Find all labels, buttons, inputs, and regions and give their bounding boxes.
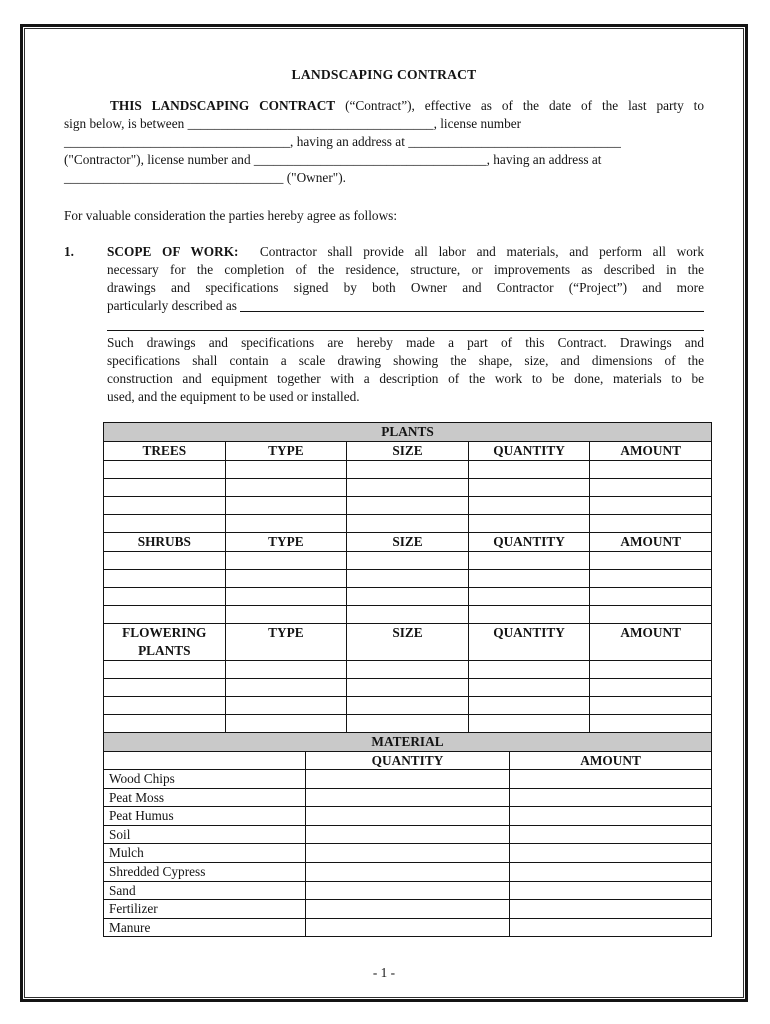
amount-cell xyxy=(510,900,712,919)
empty-cell xyxy=(225,552,347,570)
shrubs-header-row xyxy=(104,533,712,552)
scope-line: Such drawings and specifications are hereby made a part of this Contract. Drawings and xyxy=(107,335,704,350)
empty-cell xyxy=(104,715,226,733)
intro-bold-lead: THIS LANDSCAPING CONTRACT xyxy=(110,98,336,113)
quantity-cell xyxy=(305,918,509,937)
empty-row xyxy=(104,479,712,497)
material-row xyxy=(104,862,712,881)
column-header-quantity: QUANTITY xyxy=(468,533,590,552)
empty-cell xyxy=(347,588,469,606)
material-header-row xyxy=(104,752,712,770)
empty-cell xyxy=(104,697,226,715)
empty-cell xyxy=(104,497,226,515)
scope-line: necessary for the completion of the residence, structure, or improvements as described in the xyxy=(107,262,704,277)
intro-paragraph xyxy=(64,97,704,187)
material-label: Manure xyxy=(104,918,306,937)
empty-cell xyxy=(347,606,469,624)
column-header-amount: AMOUNT xyxy=(590,533,712,552)
empty-row xyxy=(104,497,712,515)
amount-cell xyxy=(510,881,712,900)
empty-row xyxy=(104,715,712,733)
empty-cell xyxy=(104,679,226,697)
quantity-cell xyxy=(305,788,509,807)
empty-cell xyxy=(225,479,347,497)
quantity-cell xyxy=(305,844,509,863)
material-row xyxy=(104,881,712,900)
empty-cell xyxy=(468,661,590,679)
column-header-amount: AMOUNT xyxy=(590,442,712,461)
scope-line: used, and the equipment to be used or installed. xyxy=(107,389,360,404)
column-header-type: TYPE xyxy=(225,624,347,661)
section-header-trees: TREES xyxy=(104,442,226,461)
scope-line: specifications shall contain a scale drawing showing the shape, size, and dimensions of the xyxy=(107,353,704,368)
column-header-size: SIZE xyxy=(347,624,469,661)
empty-row xyxy=(104,570,712,588)
material-row xyxy=(104,807,712,826)
material-label: Mulch xyxy=(104,844,306,863)
material-row xyxy=(104,844,712,863)
amount-cell xyxy=(510,770,712,789)
empty-cell xyxy=(590,661,712,679)
empty-cell xyxy=(468,461,590,479)
quantity-cell xyxy=(305,862,509,881)
intro-line: _________________________________ ("Owner"). xyxy=(64,170,346,185)
empty-cell xyxy=(225,515,347,533)
amount-cell xyxy=(510,788,712,807)
material-header-blank xyxy=(104,752,306,770)
column-header-quantity: QUANTITY xyxy=(468,442,590,461)
empty-cell xyxy=(104,570,226,588)
empty-cell xyxy=(225,679,347,697)
quantity-cell xyxy=(305,881,509,900)
empty-cell xyxy=(104,515,226,533)
material-label: Fertilizer xyxy=(104,900,306,919)
empty-cell xyxy=(225,697,347,715)
empty-cell xyxy=(225,588,347,606)
scope-line xyxy=(107,297,704,315)
empty-cell xyxy=(590,515,712,533)
scope-line-rest: Contractor shall provide all labor and materials, and perform all work xyxy=(238,244,704,259)
empty-cell xyxy=(590,715,712,733)
empty-cell xyxy=(468,606,590,624)
empty-row xyxy=(104,461,712,479)
empty-cell xyxy=(590,606,712,624)
empty-row xyxy=(104,697,712,715)
empty-cell xyxy=(468,497,590,515)
column-header-size: SIZE xyxy=(347,442,469,461)
empty-row xyxy=(104,588,712,606)
continuation-underline xyxy=(107,315,704,331)
scope-heading: SCOPE OF WORK: xyxy=(107,244,239,259)
empty-cell xyxy=(225,461,347,479)
empty-cell xyxy=(225,570,347,588)
intro-line: sign below, is between _____________________________________, license number xyxy=(64,116,522,131)
empty-cell xyxy=(104,479,226,497)
empty-cell xyxy=(347,479,469,497)
plants-title-row xyxy=(104,423,712,442)
material-label: Soil xyxy=(104,825,306,844)
empty-cell xyxy=(590,552,712,570)
empty-cell xyxy=(225,715,347,733)
empty-cell xyxy=(468,715,590,733)
material-title-row xyxy=(104,733,712,752)
empty-cell xyxy=(468,679,590,697)
material-label: Peat Moss xyxy=(104,788,306,807)
quantity-cell xyxy=(305,807,509,826)
scope-line xyxy=(107,243,704,261)
amount-cell xyxy=(510,807,712,826)
empty-cell xyxy=(347,679,469,697)
empty-cell xyxy=(468,515,590,533)
amount-cell xyxy=(510,825,712,844)
consideration-text: For valuable consideration the parties hereby agree as follows: xyxy=(64,208,398,223)
blank-underline xyxy=(240,297,704,312)
material-label: Sand xyxy=(104,881,306,900)
intro-line: ("Contractor"), license number and ___________________________________, having an address at xyxy=(64,152,602,167)
item-body xyxy=(107,243,704,406)
empty-cell xyxy=(347,715,469,733)
quantity-cell xyxy=(305,825,509,844)
empty-cell xyxy=(590,679,712,697)
page-number: - 1 - xyxy=(372,965,396,981)
empty-cell xyxy=(590,479,712,497)
scope-line: drawings and specifications signed by both Owner and Contractor (“Project”) and more xyxy=(107,280,704,295)
material-row xyxy=(104,918,712,937)
amount-cell xyxy=(510,862,712,881)
empty-cell xyxy=(468,552,590,570)
material-table xyxy=(103,732,712,937)
amount-cell xyxy=(510,918,712,937)
material-label: Peat Humus xyxy=(104,807,306,826)
scope-of-work-item xyxy=(64,243,704,406)
column-header-size: SIZE xyxy=(347,533,469,552)
empty-cell xyxy=(347,461,469,479)
empty-cell xyxy=(590,588,712,606)
empty-row xyxy=(104,661,712,679)
material-row xyxy=(104,900,712,919)
page-border xyxy=(20,24,748,1002)
empty-cell xyxy=(590,497,712,515)
material-label: Shredded Cypress xyxy=(104,862,306,881)
material-label: Wood Chips xyxy=(104,770,306,789)
empty-cell xyxy=(590,697,712,715)
empty-row xyxy=(104,515,712,533)
column-header-quantity: QUANTITY xyxy=(305,752,509,770)
document-content xyxy=(25,66,743,982)
empty-cell xyxy=(225,606,347,624)
intro-line xyxy=(64,97,704,115)
column-header-type: TYPE xyxy=(225,533,347,552)
page-border-inner xyxy=(24,28,744,998)
column-header-amount: AMOUNT xyxy=(510,752,712,770)
material-row xyxy=(104,788,712,807)
trees-header-row xyxy=(104,442,712,461)
plants-table-title: PLANTS xyxy=(104,423,712,442)
empty-cell xyxy=(347,552,469,570)
scope-paragraph-2 xyxy=(107,334,704,406)
document-title: LANDSCAPING CONTRACT xyxy=(291,67,477,82)
empty-cell xyxy=(104,661,226,679)
quantity-cell xyxy=(305,770,509,789)
empty-cell xyxy=(347,661,469,679)
empty-cell xyxy=(347,515,469,533)
empty-row xyxy=(104,606,712,624)
empty-cell xyxy=(104,588,226,606)
empty-cell xyxy=(104,461,226,479)
empty-cell xyxy=(590,570,712,588)
item-number: 1. xyxy=(64,244,74,259)
intro-line: __________________________________, having an address at ________________________________ xyxy=(64,134,621,149)
plants-table xyxy=(103,422,712,733)
empty-cell xyxy=(468,479,590,497)
empty-row xyxy=(104,679,712,697)
intro-line-rest: (“Contract”), effective as of the date of the last party to xyxy=(335,98,705,113)
empty-cell xyxy=(225,497,347,515)
flowering-plants-header-row xyxy=(104,624,712,661)
section-header-shrubs: SHRUBS xyxy=(104,533,226,552)
quantity-cell xyxy=(305,900,509,919)
scope-line: construction and equipment together with a description of the work to be done, materials to be xyxy=(107,371,704,386)
empty-row xyxy=(104,552,712,570)
material-row xyxy=(104,825,712,844)
empty-cell xyxy=(104,552,226,570)
section-header-flowering-plants: FLOWERING PLANTS xyxy=(104,624,226,661)
material-table-title: MATERIAL xyxy=(104,733,712,752)
amount-cell xyxy=(510,844,712,863)
empty-cell xyxy=(347,570,469,588)
empty-cell xyxy=(468,588,590,606)
empty-cell xyxy=(104,606,226,624)
column-header-amount: AMOUNT xyxy=(590,624,712,661)
material-row xyxy=(104,770,712,789)
column-header-type: TYPE xyxy=(225,442,347,461)
empty-cell xyxy=(590,461,712,479)
empty-cell xyxy=(468,570,590,588)
empty-cell xyxy=(225,661,347,679)
empty-cell xyxy=(468,697,590,715)
described-as-label: particularly described as xyxy=(107,298,241,313)
empty-cell xyxy=(347,497,469,515)
empty-cell xyxy=(347,697,469,715)
column-header-quantity: QUANTITY xyxy=(468,624,590,661)
